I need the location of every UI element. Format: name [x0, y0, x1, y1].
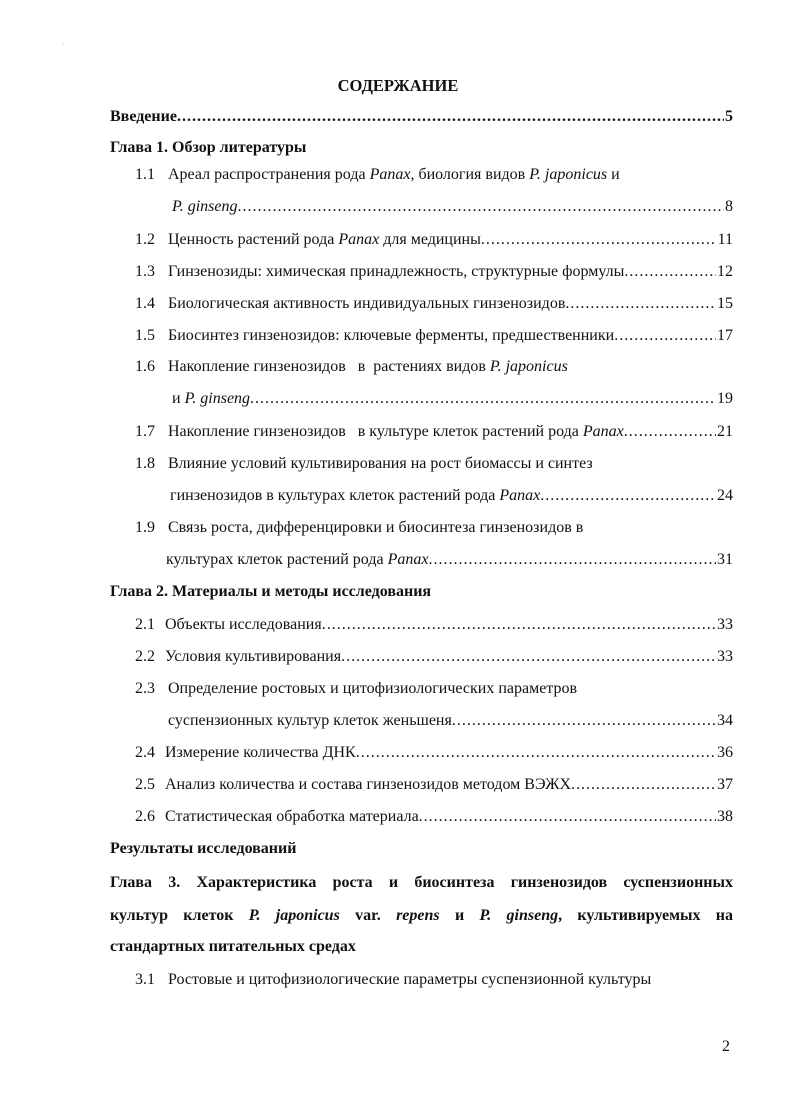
entry-number: 2.4 [135, 744, 155, 761]
toc-entry[interactable] [110, 388, 733, 410]
dot-leader [624, 261, 716, 283]
toc-entry[interactable] [110, 421, 733, 443]
dot-leader [565, 293, 716, 315]
entry-number: 1.1 [135, 166, 155, 183]
entry-text-italic: Panax [338, 231, 380, 248]
toc-entry[interactable] [110, 261, 733, 283]
dot-leader [571, 774, 716, 796]
heading-text: var. [339, 907, 397, 924]
entry-text-italic: Panax [369, 166, 411, 183]
entry-text: Связь роста, дифференцировки и биосинтеза гинзенозидов в [168, 519, 584, 536]
entry-text: Измерение количества ДНК [165, 744, 356, 761]
entry-text-italic: P. ginseng [184, 390, 251, 407]
entry-text: Биологическая активность индивидуальных гинзенозидов [168, 295, 566, 312]
entry-text-italic: P. japonicus [489, 358, 568, 375]
entry-text-italic: Panax [582, 423, 624, 440]
entry-text: Ценность растений рода [168, 231, 339, 248]
entry-number: 1.4 [135, 295, 155, 312]
entry-text: культурах клеток растений рода [166, 551, 388, 568]
entry-number: 1.2 [135, 231, 155, 248]
entry-text-italic: Panax [387, 551, 429, 568]
entry-number: 1.8 [135, 455, 155, 472]
entry-text: Накопление гинзенозидов в растениях видов [168, 358, 490, 375]
heading-text: и [439, 907, 480, 924]
scan-speck: · [62, 42, 64, 48]
entry-number: 1.5 [135, 327, 155, 344]
entry-text: Условия культивирования [165, 648, 342, 665]
chapter-3-heading-line [110, 905, 733, 927]
entry-text: Ростовые и цитофизиологические параметры суспензионной культуры [168, 971, 652, 988]
toc-entry[interactable] [110, 646, 733, 668]
entry-number: 1.9 [135, 519, 155, 536]
dot-leader [419, 806, 716, 828]
toc-entry[interactable] [110, 106, 733, 128]
entry-number: 3.1 [135, 971, 155, 988]
heading-text-italic: repens [396, 907, 440, 924]
toc-entry [110, 164, 733, 186]
entry-text: и [607, 166, 620, 183]
entry-text: Объекты исследования [165, 616, 322, 633]
entry-page-number: 34 [717, 712, 733, 729]
entry-text: Анализ количества и состава гинзенозидов методом ВЭЖХ [165, 776, 571, 793]
heading-text: Глава 3. Характеристика роста и биосинтеза гинзенозидов суспензионных [110, 874, 733, 891]
dot-leader [614, 325, 716, 347]
toc-entry[interactable] [110, 806, 733, 828]
entry-text: гинзенозидов в культурах клеток растений рода [170, 487, 500, 504]
entry-text: Определение ростовых и цитофизиологических параметров [168, 680, 578, 697]
toc-title: СОДЕРЖАНИЕ [337, 76, 459, 95]
entry-text: Ареал распространения рода [168, 166, 370, 183]
entry-number: 2.2 [135, 648, 155, 665]
dot-leader [237, 196, 724, 218]
entry-text-italic: P. ginseng [172, 198, 238, 215]
entry-text: Глава 1. Обзор литературы [110, 139, 307, 156]
entry-text: Результаты исследований [110, 840, 297, 857]
dot-leader [341, 646, 716, 668]
toc-entry [110, 678, 733, 700]
toc-entry [110, 137, 733, 159]
entry-page-number: 33 [717, 648, 733, 665]
entry-page-number: 33 [717, 616, 733, 633]
chapter-3-heading-line [110, 872, 733, 894]
entry-text: Статистическая обработка материала [165, 808, 419, 825]
entry-text: , биология видов [410, 166, 530, 183]
dot-leader [481, 229, 717, 251]
toc-entry [110, 453, 733, 475]
entry-text: Введение [110, 108, 177, 125]
toc-entry[interactable] [110, 196, 733, 218]
dot-leader [177, 106, 724, 128]
toc-entry [110, 356, 733, 378]
entry-text-italic: Panax [499, 487, 541, 504]
toc-entry[interactable] [110, 229, 733, 251]
chapter-3-heading-line [110, 936, 733, 958]
entry-text-italic: P. japonicus [529, 166, 608, 183]
entry-page-number: 5 [725, 108, 733, 125]
toc-entry[interactable] [110, 774, 733, 796]
entry-text: суспензионных культур клеток женьшеня [168, 712, 452, 729]
entry-number: 2.5 [135, 776, 155, 793]
entry-page-number: 37 [717, 776, 733, 793]
entry-page-number: 31 [717, 551, 733, 568]
entry-number: 2.1 [135, 616, 155, 633]
entry-text: для медицины [379, 231, 481, 248]
toc-entry[interactable] [110, 742, 733, 764]
entry-number: 1.3 [135, 263, 155, 280]
entry-number: 1.6 [135, 358, 155, 375]
entry-text: Гинзенозиды: химическая принадлежность, структурные формулы [168, 263, 625, 280]
entry-page-number: 11 [717, 231, 733, 248]
entry-page-number: 12 [717, 263, 733, 280]
dot-leader [540, 485, 716, 507]
entry-page-number: 24 [717, 487, 733, 504]
entry-page-number: 36 [717, 744, 733, 761]
entry-text: Влияние условий культивирования на рост биомассы и синтез [168, 455, 593, 472]
dot-leader [624, 421, 716, 443]
entry-page-number: 38 [717, 808, 733, 825]
entry-page-number: 19 [717, 390, 733, 407]
heading-text: культур клеток [110, 907, 249, 924]
dot-leader [452, 710, 716, 732]
page-number: 2 [722, 1038, 730, 1055]
heading-text-italic: P. japonicus [248, 907, 340, 924]
entry-page-number: 8 [725, 198, 733, 215]
toc-entry[interactable] [110, 485, 733, 507]
dot-leader [250, 388, 716, 410]
entry-number: 2.3 [135, 680, 155, 697]
toc-entry[interactable] [110, 614, 733, 636]
toc-entry [110, 517, 733, 539]
entry-text: и [172, 390, 185, 407]
toc-entry [110, 581, 733, 603]
entry-page-number: 17 [717, 327, 733, 344]
dot-leader [322, 614, 716, 636]
entry-text: Биосинтез гинзенозидов: ключевые ферменты, предшественники [168, 327, 615, 344]
entry-text: Глава 2. Материалы и методы исследования [110, 583, 432, 600]
heading-text: стандартных питательных средах [110, 938, 356, 955]
heading-text-italic: P. ginseng [479, 907, 559, 924]
dot-leader [356, 742, 716, 764]
toc-entry[interactable] [110, 710, 733, 732]
toc-entry[interactable] [110, 325, 733, 347]
toc-entry[interactable] [110, 293, 733, 315]
toc-entry-3-1[interactable] [110, 969, 733, 991]
entry-number: 2.6 [135, 808, 155, 825]
entry-number: 1.7 [135, 423, 155, 440]
dot-leader [428, 549, 716, 571]
entry-page-number: 15 [717, 295, 733, 312]
toc-entry [110, 838, 733, 860]
toc-entry[interactable] [110, 549, 733, 571]
entry-text: Накопление гинзенозидов в культуре клеток растений рода [168, 423, 583, 440]
entry-page-number: 21 [717, 423, 733, 440]
heading-text: , культивируемых на [558, 907, 734, 924]
